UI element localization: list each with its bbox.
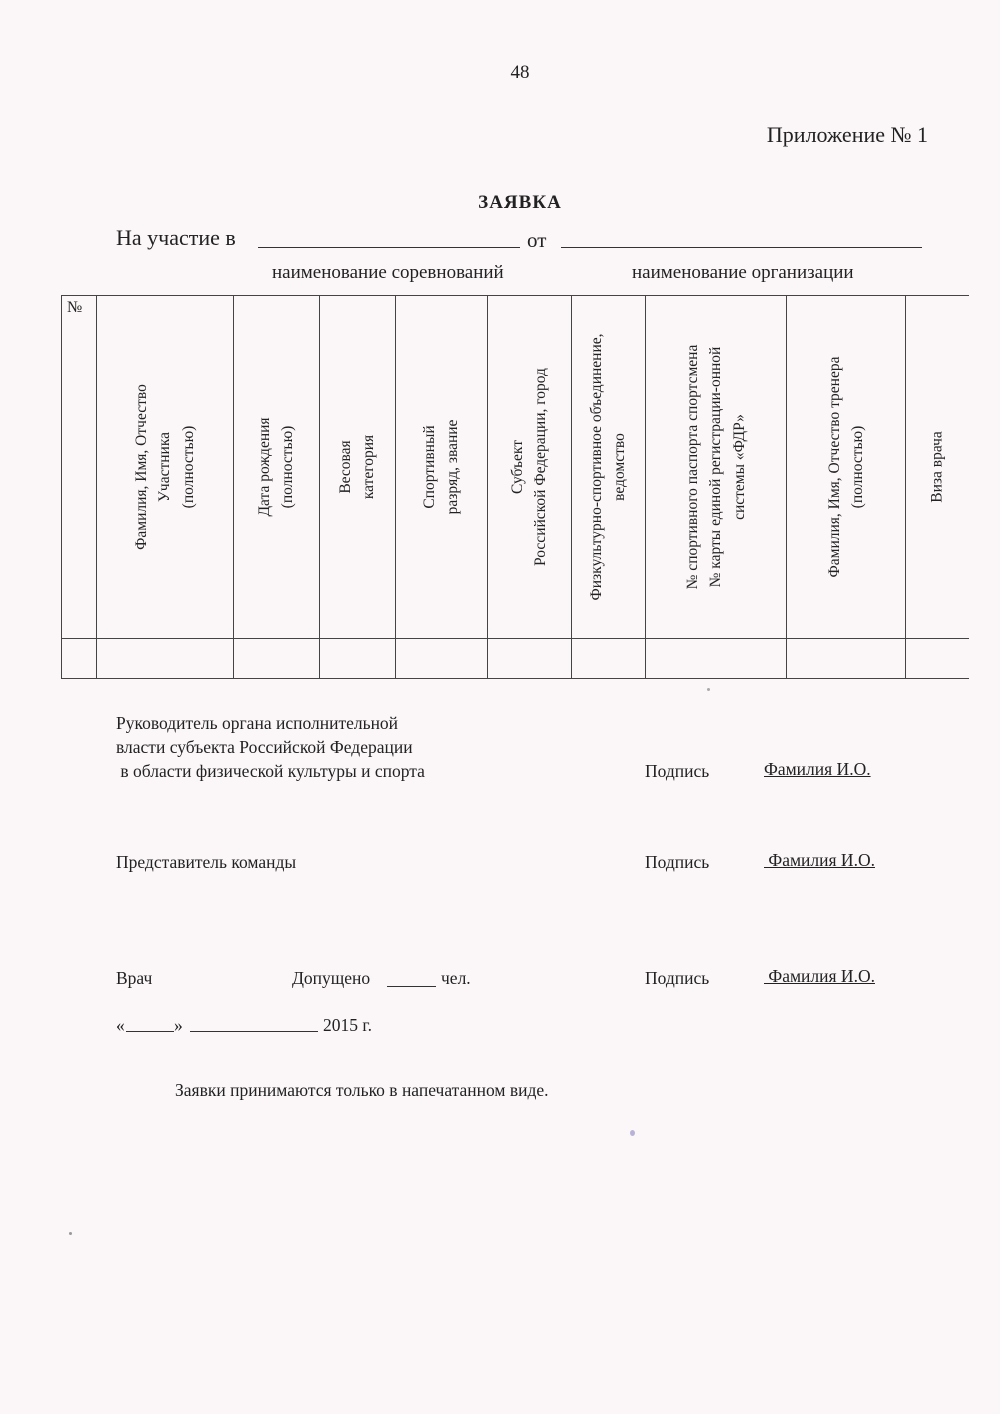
competition-name-line [258,247,520,248]
application-table [61,295,969,679]
scan-speck [69,1232,72,1235]
representative-signature-label: Подпись [645,852,710,872]
team-representative-label: Представитель команды [116,852,297,872]
column-header-doctor-visa: Виза врача [928,430,946,503]
scan-speck [707,688,710,691]
doctor-label: Врач [116,968,153,988]
scan-speck [630,1130,635,1136]
doctor-name-field: Фамилия И.О. [764,966,875,986]
competition-caption: наименование соревнований [272,262,504,283]
footer-note: Заявки принимаются только в напечатанном виде. [175,1080,549,1100]
column-header-full-name: Фамилия, Имя, Отчество Участника (полностью) [132,383,197,550]
admitted-label: Допущено [292,968,371,988]
date-close-quote: » [174,1015,183,1035]
organization-name-line [561,247,922,248]
persons-label: чел. [441,968,471,988]
column-header-weight-category: Весовая категория [336,434,377,499]
table-bottom-border [61,678,969,679]
column-header-sport-rank: Спортивный разряд, звание [420,419,461,514]
date-day-line [126,1031,174,1032]
participation-label: На участие в [116,225,236,250]
head-signature-label: Подпись [645,761,710,781]
head-of-authority-label: Руководитель органа исполнительной власти субъекта Российской Федерации в области физической культуры и спорта [116,713,425,782]
page-number: 48 [510,62,530,83]
admitted-count-line [387,986,436,987]
column-header-region-city: Субъект Российской Федерации, город [508,367,549,566]
column-header-birth-date: Дата рождения (полностью) [255,416,296,517]
column-header-passport-number: № спортивного паспорта спортсмена № карты единой регистрации-онной системы «ФДР» [683,344,748,589]
appendix-label: Приложение № 1 [766,122,928,147]
head-name-field: Фамилия И.О. [764,759,871,779]
column-header-sport-association: Физкультурно-спортивное объединение, ведомство [587,332,628,601]
document-title: ЗАЯВКА [478,192,562,213]
doctor-signature-label: Подпись [645,968,710,988]
column-header-number: № [67,299,83,316]
representative-name-field: Фамилия И.О. [764,850,875,870]
date-year: 2015 г. [323,1015,372,1035]
date-month-line [190,1031,318,1032]
from-label: от [527,228,547,252]
table-row [61,639,969,678]
organization-caption: наименование организации [632,262,854,283]
column-header-coach-name: Фамилия, Имя, Отчество тренера (полностью) [825,356,866,577]
date-open-quote: « [116,1015,125,1035]
